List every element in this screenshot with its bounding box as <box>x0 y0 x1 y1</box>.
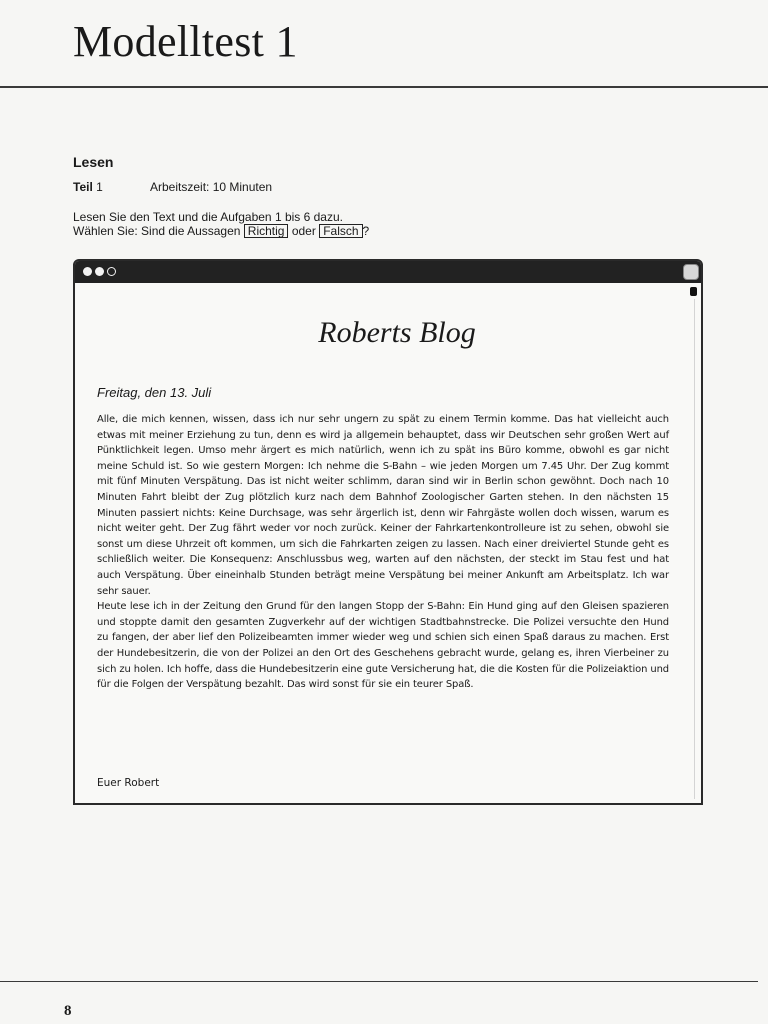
section-title: Lesen <box>73 154 114 170</box>
footer-divider <box>0 981 758 982</box>
page-title: Modelltest 1 <box>73 17 298 66</box>
blog-paragraph-2: Heute lese ich in der Zeitung den Grund für den langen Stopp der S-Bahn: Ein Hund ging auf den Gleisen spazieren und stoppte damit den gesamten Zugverkehr auf der wichtigen Stadtbahnstrecke. Die Polizei versuchte den Hund zu fangen, der aber lief den Polizeibeamten immer wieder weg und schien sich einen Spaß daraus zu machen. Erst der Hundebesitzerin, die von der Polizei an den Ort des Geschehens gebracht wurde, gelang es, ihren Vierbeiner zu sich zu holen. Ich hoffe, dass die Hundebesitzerin eine gute Versicherung hat, die die Kosten für die Polizeiaktion und für die Folgen der Verspätung bezahlt. Das wird sonst für sie ein teurer Spaß. <box>97 601 669 691</box>
blog-paragraph-1: Alle, die mich kennen, wissen, dass ich nur sehr ungern zu spät zu einem Termin komme. Das hat vielleicht auch etwas mit meiner Erziehung zu tun, denn es wird ja allgemein behauptet, dass wir Deutschen sehr großen Wert auf Pünktlichkeit legen. Umso mehr ärgert es mich natürlich, wenn ich zu spät ins Büro komme, obwohl es gar nicht meine Schuld ist. So wie gestern Morgen: Ich nehme die S-Bahn – wie jeden Morgen um 7.45 Uhr. Der Zug kommt mit fünf Minuten Verspätung. Das ist nicht weiter schlimm, daran sind wir in Berlin schon gewöhnt. Doch nach 10 Minuten Fahrt bleibt der Zug plötzlich kurz nach dem Bahnhof Zoologischer Garten stehen. In den nächsten 15 Minuten passiert nichts: Keine Durchsage, was sehr ärgerlich ist, denn wir Fahrgäste wollen doch wissen, warum es nicht weiter geht. Der Zug fährt weder vor noch zurück. Keiner der Fahrkartenkontrolleure ist zu sehen, obwohl sie sonst um diese Uhrzeit oft kommen, um sich die Fahrkarten zeigen zu lassen. Nach einer dreiviertel Stunde geht es schließlich weiter. Die Konsequenz: Anschlussbus weg, warten auf den nächsten, der steckt im Stau fest und hat auch Verspätung. Über eineinhalb Stunden beträgt meine Verspätung bei meiner Ankunft am Arbeitsplatz. Ich war sehr sauer. <box>97 414 669 597</box>
teil-word: Teil <box>73 180 93 194</box>
header-divider <box>0 86 768 88</box>
scrollbar-track-line <box>694 299 695 799</box>
blog-title: Roberts Blog <box>318 316 476 349</box>
teil-number: 1 <box>96 180 103 194</box>
teil-label <box>73 180 103 194</box>
window-dot-icon <box>95 267 104 276</box>
window-corner-button-icon <box>683 264 699 280</box>
instruction-line-2 <box>73 224 369 238</box>
blog-signature: Euer Robert <box>97 777 160 789</box>
window-dot-icon <box>83 267 92 276</box>
instructions <box>73 210 369 238</box>
scrollbar <box>688 285 698 799</box>
window-dot-outline-icon <box>107 267 116 276</box>
oder-word: oder <box>291 224 316 238</box>
scrollbar-thumb <box>690 287 697 296</box>
blog-date: Freitag, den 13. Juli <box>97 385 212 400</box>
richtig-box: Richtig <box>244 224 289 238</box>
blog-window <box>73 259 703 805</box>
instruction-prefix: Wählen Sie: Sind die Aussagen <box>73 224 241 238</box>
instruction-line-1: Lesen Sie den Text und die Aufgaben 1 bis 6 dazu. <box>73 210 343 224</box>
falsch-box: Falsch <box>319 224 362 238</box>
window-titlebar <box>75 261 701 283</box>
question-mark: ? <box>362 224 370 238</box>
arbeitszeit-label: Arbeitszeit: 10 Minuten <box>150 180 273 194</box>
page-number: 8 <box>64 1003 72 1019</box>
blog-body <box>97 412 669 693</box>
